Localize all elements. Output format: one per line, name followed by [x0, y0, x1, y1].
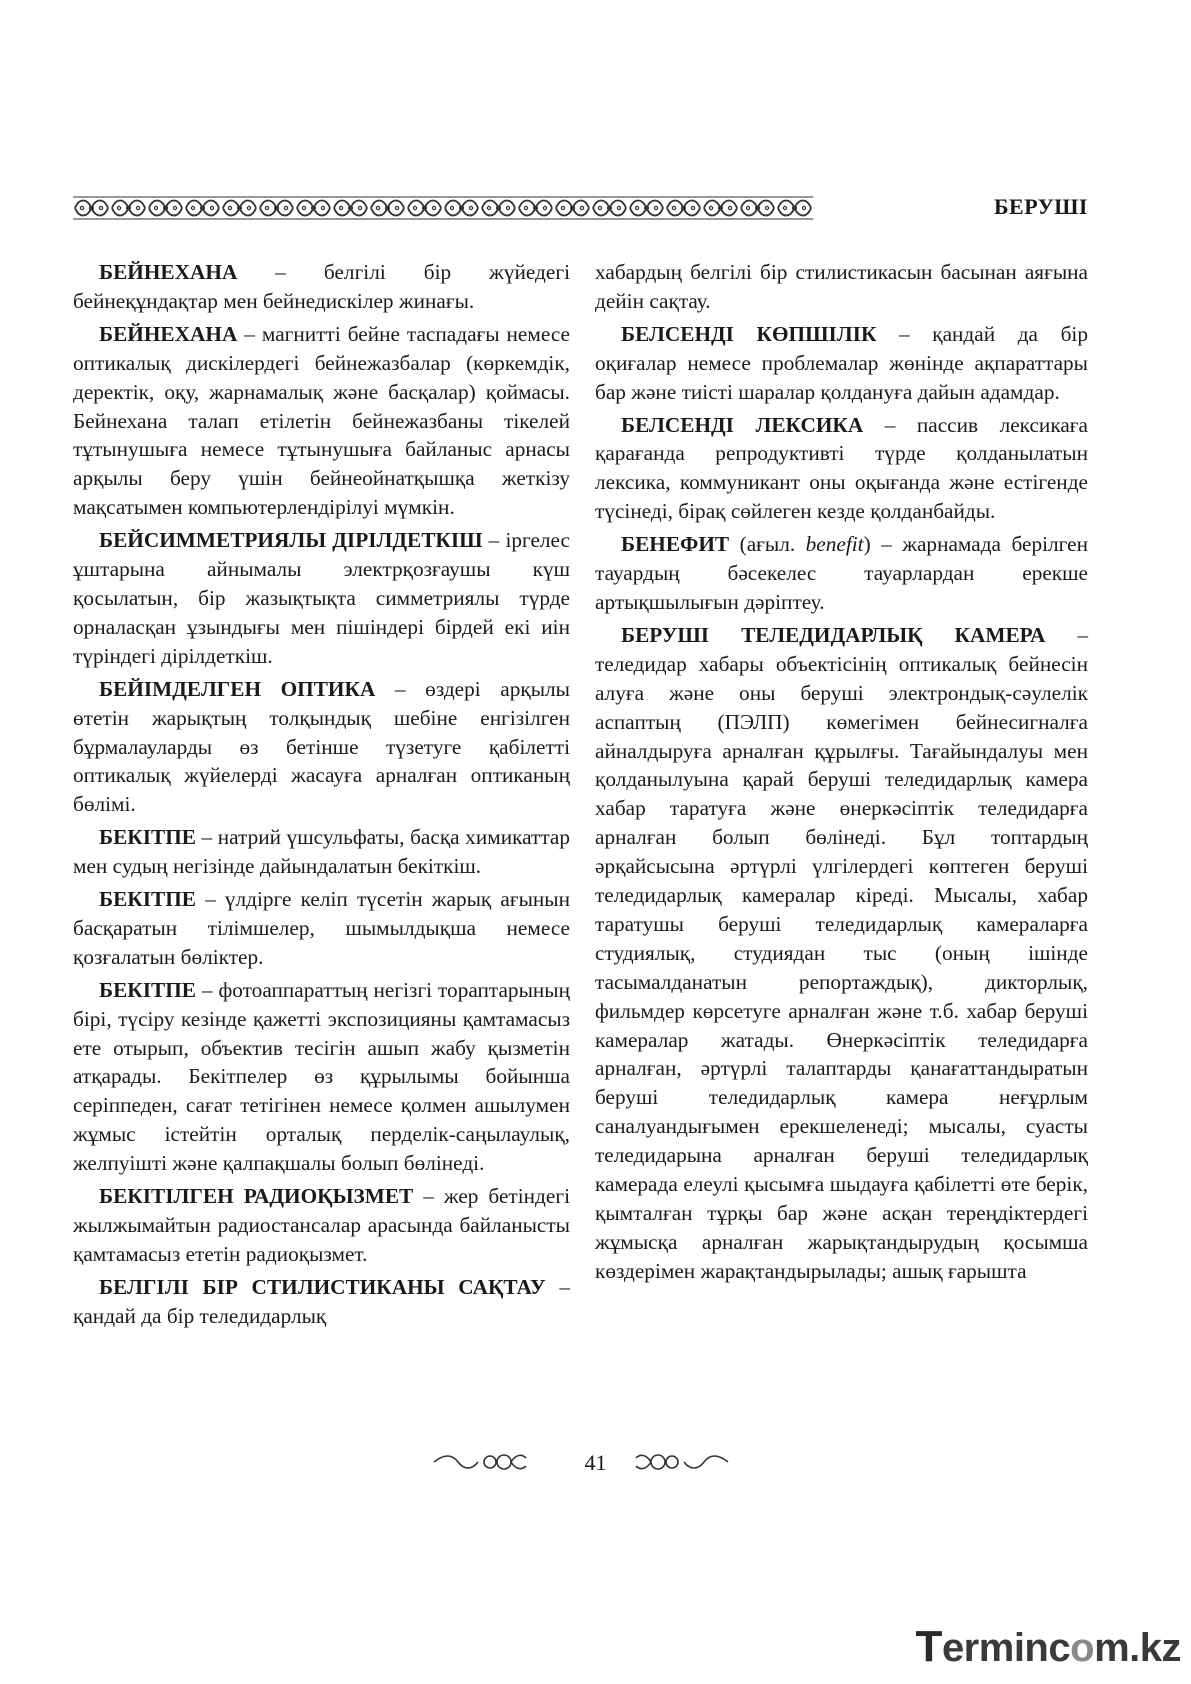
ornament-border-icon	[73, 194, 813, 222]
entry	[595, 411, 1088, 527]
right-column	[595, 258, 1088, 1286]
entry-term: БЕЛГІЛІ БІР СТИЛИСТИКАНЫ САҚТАУ	[99, 1274, 546, 1299]
entry	[73, 320, 570, 522]
entry-term: БЕЛСЕНДІ ЛЕКСИКА	[621, 412, 864, 437]
footer-ornament-right-icon	[632, 1450, 732, 1474]
page-number: 41	[584, 1450, 607, 1475]
entry-continuation	[595, 258, 1088, 316]
entry-term: БЕЙСИММЕТРИЯЛЫ ДІРІЛДЕТКІШ	[99, 528, 483, 553]
entry-term: БЕРУШІ ТЕЛЕДИДАРЛЫҚ КАМЕРА	[621, 622, 1046, 647]
entry	[73, 823, 570, 881]
entry-definition: – натрий үшсульфаты, басқа химикаттар мен судың негізінде дайындалатын бекіткіш.	[73, 825, 570, 879]
page-footer	[0, 1448, 1191, 1478]
entry-origin-word: benefit	[805, 532, 864, 557]
entry-definition: (ағыл.	[729, 532, 806, 557]
entry-definition: – белгілі бір жүйедегі бейнеқұндақтар мен бейнедискілер жинағы.	[73, 260, 570, 313]
entry	[595, 320, 1088, 407]
entry-definition: – іргелес ұштарына айнымалы электрқозғаушы күш қосылатын, бір жазықтықта симметриялы түрде орналасқан ұзындығы мен пішіндері бірдей екі иін түріндегі дірілдеткіш.	[73, 528, 570, 668]
entry-term: БЕЙНЕХАНА	[99, 321, 238, 346]
entry-definition: – қандай да бір теледидарлық	[73, 1274, 570, 1328]
entry	[73, 1273, 570, 1331]
entry	[73, 526, 570, 671]
entry	[73, 885, 570, 972]
entry-term: БЕКІТПЕ	[99, 977, 196, 1002]
page-header	[73, 190, 1088, 230]
entry	[73, 976, 570, 1178]
entry-definition: хабардың белгілі бір стилистикасын басынан аяғына дейін сақтау.	[595, 260, 1088, 313]
watermark-logo: Termincom.kz	[915, 1622, 1181, 1671]
entry-definition: ) – жарнамада берілген тауардың бәсекелес тауарлардан ерекше артықшылығын дәріптеу.	[595, 532, 1088, 614]
entry	[595, 621, 1088, 1286]
entry-term: БЕКІТПЕ	[99, 887, 196, 912]
entry-term: БЕКІТІЛГЕН РАДИОҚЫЗМЕТ	[99, 1184, 414, 1209]
entry	[73, 258, 570, 316]
running-title: БЕРУШІ	[994, 194, 1088, 219]
entry-definition: – магнитті бейне таспадағы немесе оптикалық дискілердегі бейнежазбалар (көркемдік, деректік, оқу, жарнамалық және басқалар) қоймасы. Бейнехана талап етілетін бейнежазбаны тікелей тұтынушыға немесе тұтынушыға байланыс арнасы арқылы беру үшін бейнеойнатқышқа жеткізу мақсатымен компьютерлендірілуі мүмкін.	[73, 321, 570, 520]
entry-definition: – қандай да бір оқиғалар немесе проблемалар жөнінде ақпараттары бар және тиісті шаралар қолдануға дайын адамдар.	[595, 321, 1088, 404]
entry	[73, 675, 570, 820]
entry-term: БЕЙІМДЕЛГЕН ОПТИКА	[99, 676, 376, 701]
entry-term: БЕКІТПЕ	[99, 825, 196, 850]
entry-definition: – жер бетіндегі жылжымайтын радиостансалар арасында байланысты қамтамасыз ететін радиоқызмет.	[73, 1184, 570, 1266]
entry-definition: – пассив лексикаға қарағанда репродуктивті түрде қолданылатын лексика, коммуникант оны оқығанда және естігенде түсінеді, бірақ сөйлеген кезде қолданбайды.	[595, 412, 1088, 524]
left-column	[73, 258, 570, 1331]
entry-definition: – үлдірге келіп түсетін жарық ағынын басқаратын тілімшелер, шымылдықша немесе қозғалатын бөліктер.	[73, 887, 570, 969]
entry-term: БЕНЕФИТ	[621, 532, 730, 557]
entry-term: БЕЛСЕНДІ КӨПШІЛІК	[621, 321, 877, 346]
entry-term: БЕЙНЕХАНА	[99, 260, 238, 284]
entry	[73, 1182, 570, 1269]
entry-definition: – теледидар хабары объектісінің оптикалық бейнесін алуға және оны беруші электрондық-сәулелік аспаптың (ПЭЛП) көмегімен бейнесигналға айналдыруға арналған құрылғы. Тағайындалуы мен қолданылуына қарай беруші теледидарлық камера хабар таратуға және өнеркәсіптік теледидарға арналған болып бөлінеді. Бұл топтардың әрқайсысына әртүрлі үлгілердегі көптеген беруші теледидарлық камералар кіреді. Мысалы, хабар таратушы беруші теледидарлық камераларға студиялық, студиядан тыс (оның ішінде тасымалданатын репортаждық), дикторлық, фильмдер көрсетуге арналған және т.б. хабар беруші камералар жатады. Өнеркәсіптік теледидарға арналған, әртүрлі талаптарды қанағаттандыратын беруші теледидарлық камера неғұрлым саналуандығымен ерекшеленеді; мысалы, суасты теледидарына арналған беруші теледидарлық камерада елеулі қысымға шыдауға қабілетті өте берік, қымталған тұрқы бар және асқан тереңдіктердегі жұмысқа арналған жарықтандырудың қосымша көздерімен жарақтандырылады; ашық ғарышта	[595, 622, 1088, 1283]
entry-definition: – фотоаппараттың негізгі тораптарының бірі, түсіру кезінде қажетті экспозицияны қамтамасыз ете отырып, объектив тесігін ашып жабу қызметін атқарады. Бекітпелер өз құрылымы бойынша серіппеден, сағат тетігінен немесе қолмен ашылумен жұмыс істейтін орталық перделік-саңылаулық, желпуішті және қалпақшалы болып бөлінеді.	[73, 977, 570, 1176]
entry	[595, 530, 1088, 617]
entry-definition: – өздері арқылы өтетін жарықтың толқындық шебіне енгізілген бұрмалауларды өз бетінше түзетуге қабілетті оптикалық жүйелерді жасауға арналған оптиканың бөлімі.	[73, 676, 570, 817]
